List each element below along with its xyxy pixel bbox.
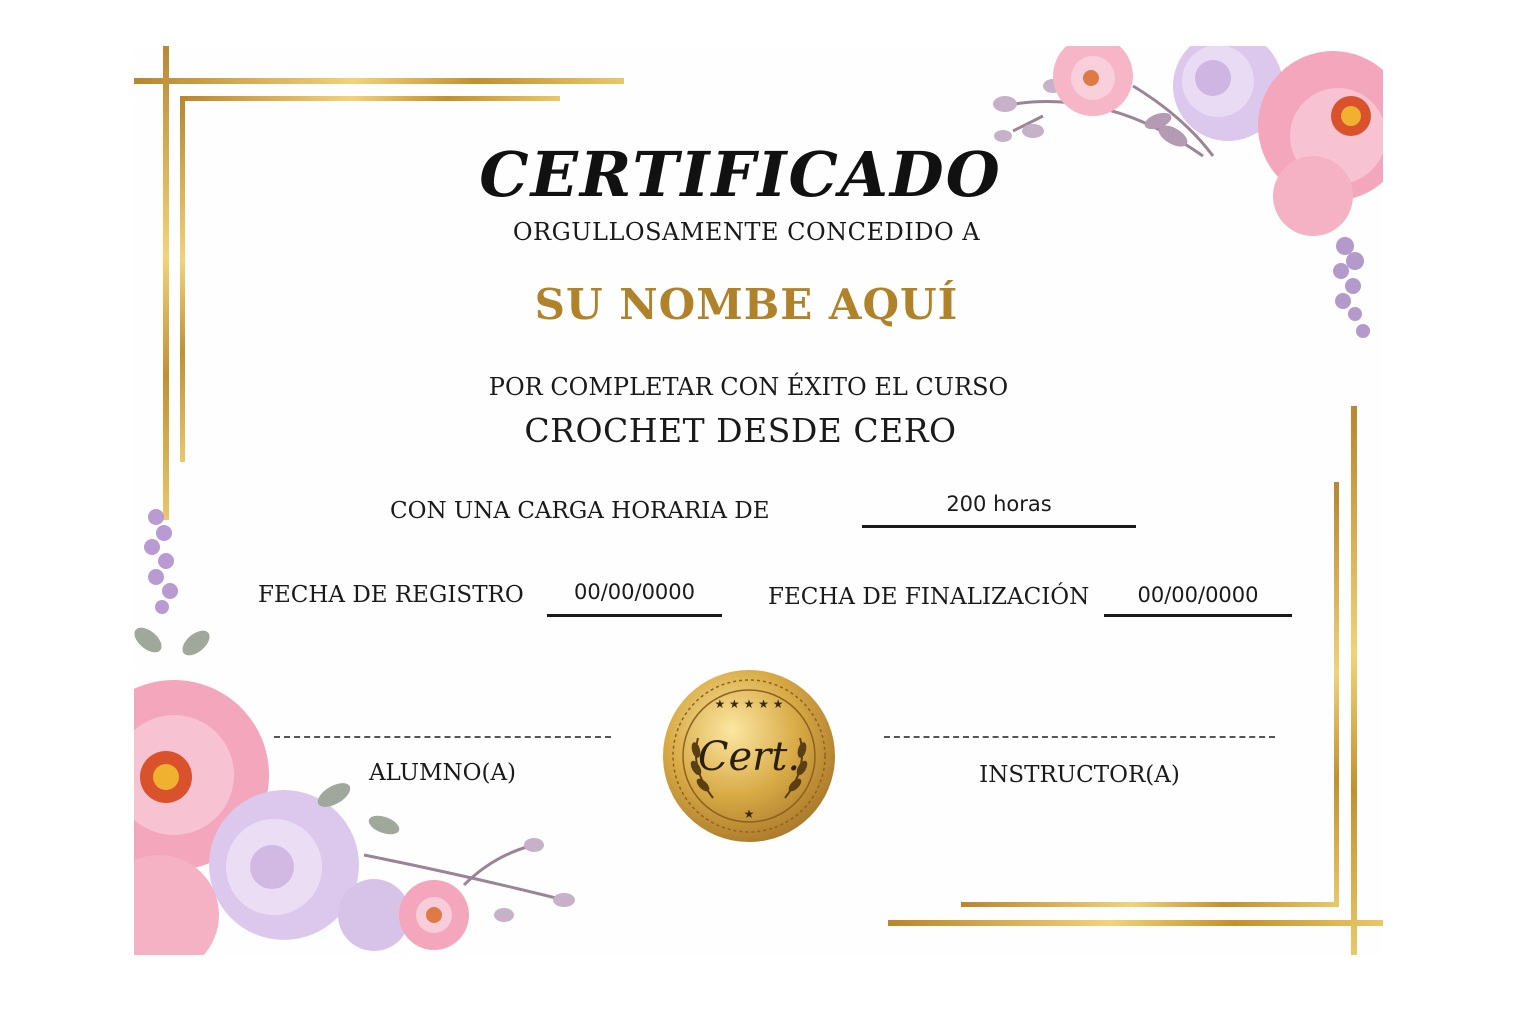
hours-label: CON UNA CARGA HORARIA DE xyxy=(390,498,770,524)
floral-bottom-left-decoration xyxy=(134,495,594,955)
start-date-label: FECHA DE REGISTRO xyxy=(258,582,524,608)
gold-frame-bottom-inner xyxy=(961,902,1339,907)
student-signature-label: ALUMNO(A) xyxy=(368,760,517,786)
gold-frame-bottom-outer xyxy=(888,920,1383,926)
svg-text:★: ★ xyxy=(743,807,755,821)
certificate xyxy=(134,46,1383,955)
course-name: CROCHET DESDE CERO xyxy=(524,411,957,450)
hours-underline xyxy=(862,525,1136,528)
recipient-name: SU NOMBE AQUÍ xyxy=(534,280,959,329)
hours-value: 200 horas xyxy=(946,492,1052,516)
instructor-signature-label: INSTRUCTOR(A) xyxy=(979,762,1180,788)
end-date-value: 00/00/0000 xyxy=(1137,583,1259,607)
end-date-label: FECHA DE FINALIZACIÓN xyxy=(768,584,1090,610)
gold-frame-top-outer xyxy=(134,78,624,84)
student-signature-line xyxy=(274,736,611,738)
svg-text:★ ★ ★ ★ ★: ★ ★ ★ ★ ★ xyxy=(714,697,784,711)
completion-text: POR COMPLETAR CON ÉXITO EL CURSO xyxy=(488,373,1009,401)
end-date-underline xyxy=(1104,614,1292,617)
seal-text: Cert. xyxy=(697,734,801,780)
gold-frame-top-inner xyxy=(180,96,560,101)
start-date-underline xyxy=(547,614,722,617)
start-date-value: 00/00/0000 xyxy=(573,580,696,604)
certificate-title: CERTIFICADO xyxy=(479,138,1002,211)
gold-frame-right-inner xyxy=(1334,482,1339,906)
instructor-signature-line xyxy=(884,736,1275,738)
gold-seal xyxy=(658,668,840,844)
awarded-to-text: ORGULLOSAMENTE CONCEDIDO A xyxy=(512,218,981,246)
gold-frame-right-outer xyxy=(1351,406,1357,955)
